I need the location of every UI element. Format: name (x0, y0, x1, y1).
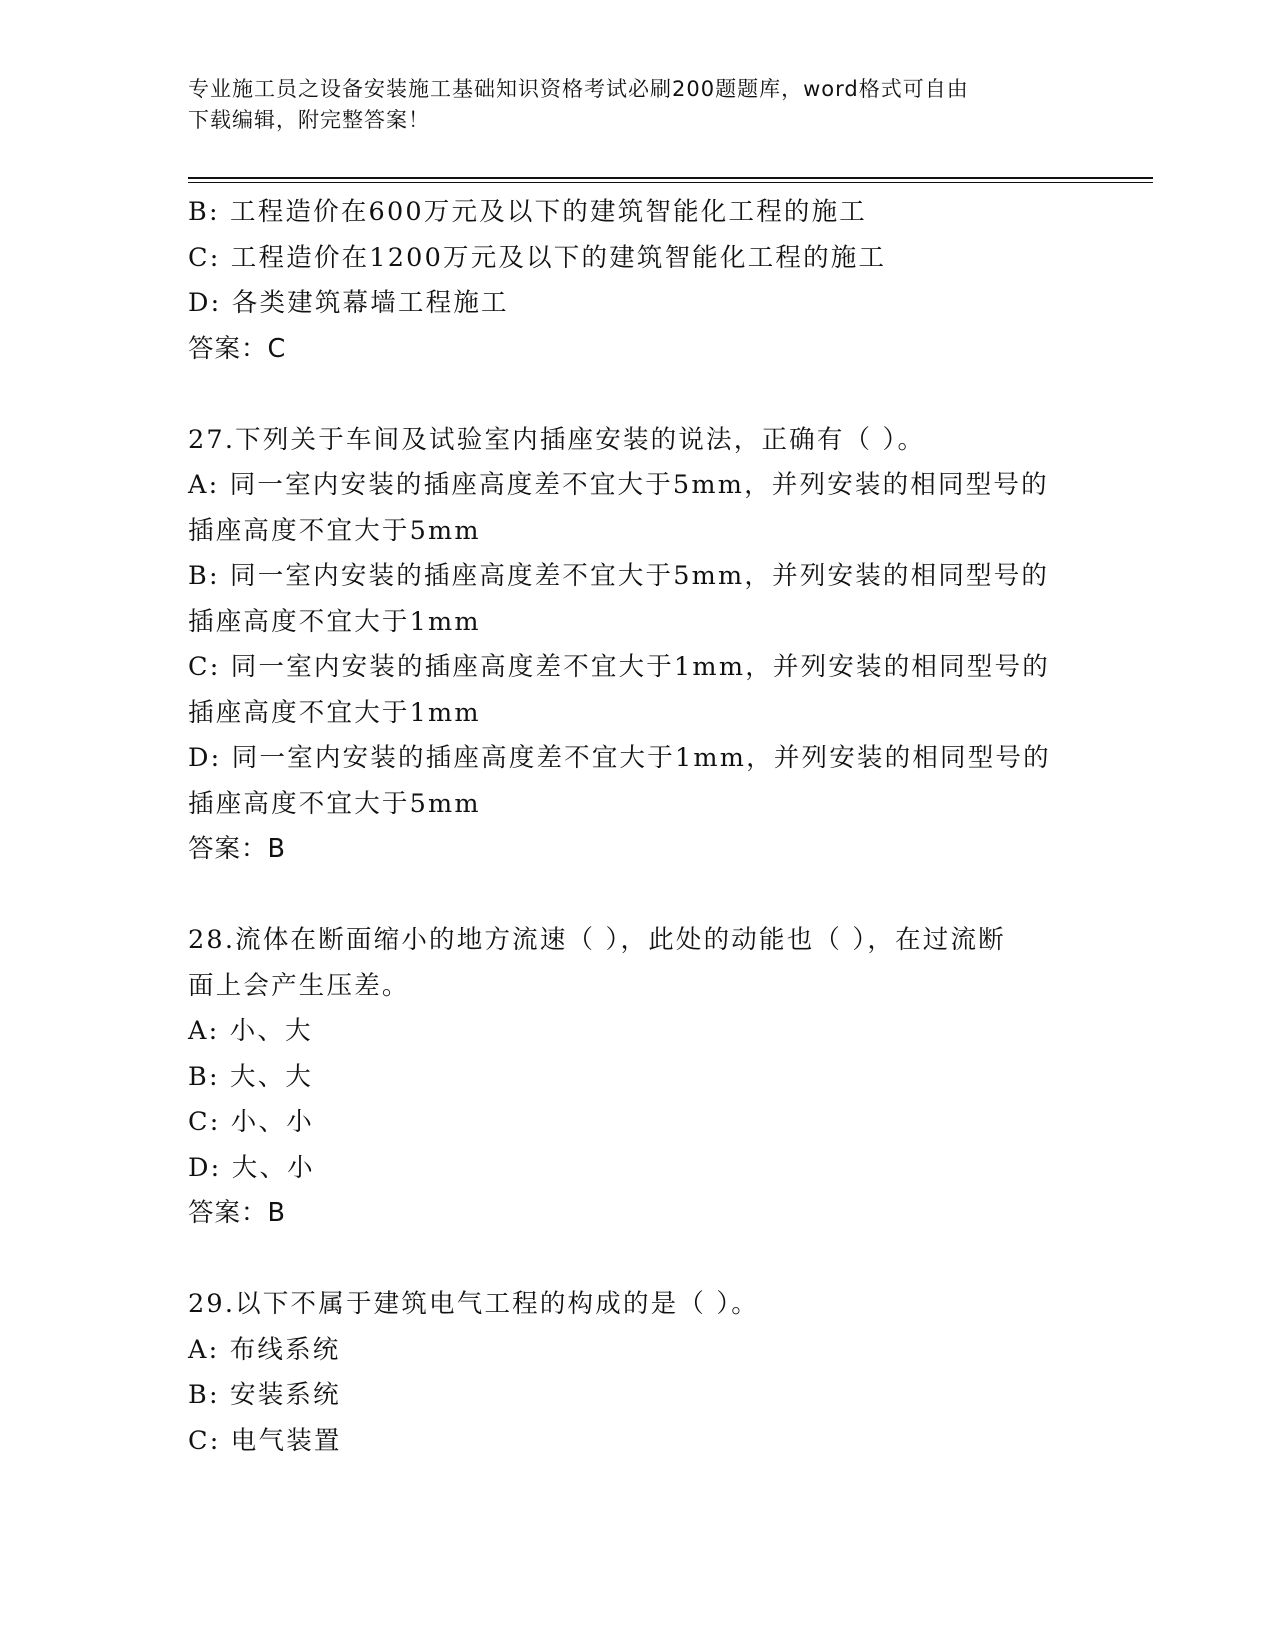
header-line-2: 下载编辑，附完整答案！ (188, 108, 430, 132)
q26-option-c: C: 工程造价在1200万元及以下的建筑智能化工程的施工 (188, 242, 887, 273)
q27-option-c-line-2: 插座高度不宜大于1mm (188, 697, 481, 728)
q29-question: 29.以下不属于建筑电气工程的构成的是（ ）。 (188, 1289, 760, 1319)
q27-option-c-line-1: C: 同一室内安装的插座高度差不宜大于1mm，并列安装的相同型号的 (188, 652, 1050, 682)
header-divider (188, 177, 1153, 183)
q28-answer: 答案：B (188, 1198, 286, 1228)
document-header (188, 74, 1088, 136)
spacer (188, 372, 1088, 418)
q26-answer: 答案：C (188, 333, 287, 364)
q27-option-b-line-2: 插座高度不宜大于1mm (188, 606, 481, 637)
question-content (188, 190, 1088, 1464)
q27-option-a-line-2: 插座高度不宜大于5mm (188, 515, 481, 546)
spacer (188, 873, 1088, 919)
header-line-1: 专业施工员之设备安装施工基础知识资格考试必刷200题题库，word格式可自由 (188, 77, 969, 101)
q26-option-d: D: 各类建筑幕墙工程施工 (188, 288, 509, 318)
q27-option-d-line-1: D: 同一室内安装的插座高度差不宜大于1mm，并列安装的相同型号的 (188, 743, 1051, 773)
q26-option-b: B: 工程造价在600万元及以下的建筑智能化工程的施工 (188, 197, 868, 227)
spacer (188, 1237, 1088, 1283)
q29-option-b: B: 安装系统 (188, 1380, 341, 1410)
q27-answer: 答案：B (188, 834, 286, 864)
q28-option-b: B: 大、大 (188, 1061, 314, 1092)
q29-option-a: A: 布线系统 (188, 1334, 341, 1365)
q28-option-a: A: 小、大 (188, 1016, 313, 1046)
q27-question: 27.下列关于车间及试验室内插座安装的说法，正确有（ ）。 (188, 424, 926, 455)
q28-option-d: D: 大、小 (188, 1152, 315, 1183)
q28-question-line-1: 28.流体在断面缩小的地方流速（ ），此处的动能也（ ），在过流断 (188, 925, 1006, 955)
q29-option-c: C: 电气装置 (188, 1425, 342, 1456)
q27-option-d-line-2: 插座高度不宜大于5mm (188, 788, 481, 819)
q27-option-a-line-1: A: 同一室内安装的插座高度差不宜大于5mm，并列安装的相同型号的 (188, 470, 1049, 500)
q28-question-line-2: 面上会产生压差。 (188, 970, 410, 1001)
q28-option-c: C: 小、小 (188, 1107, 314, 1137)
q27-option-b-line-1: B: 同一室内安装的插座高度差不宜大于5mm，并列安装的相同型号的 (188, 561, 1050, 591)
